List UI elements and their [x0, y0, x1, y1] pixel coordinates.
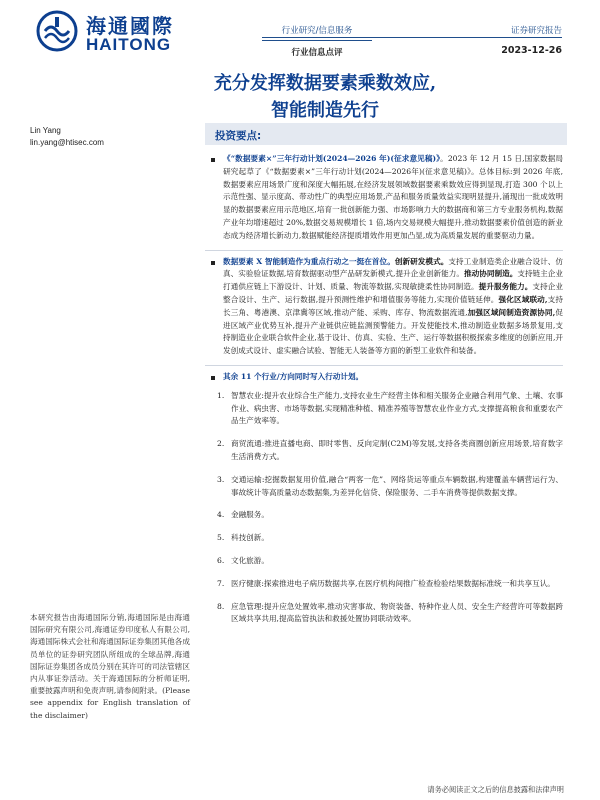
item-text: 商贸流通:推进直播电商、即时零售、反向定制(C2M)等发展,支持各类商圈创新应用场景,培育数字生活消费方式。: [231, 439, 563, 461]
bullet-other-industries: [205, 371, 563, 384]
item-number: 3.: [217, 474, 225, 484]
list-item: [217, 474, 563, 500]
logo-en-text: HAITONG: [86, 35, 172, 54]
item-number: 6.: [217, 555, 225, 565]
bullet-1-body: 。2023 年 12 月 15 日,国家数据局研究起草了《“数据要素×”三年行动计划(2024—2026年)(征求意见稿)》。总体目标:到 2026 年底,数据要素应用场景广度和深度大幅拓展,在经济发展领域数据要素乘数效应得到显现,打造 300 个以上示范性强、显示度高、带动性广的典型应用场景,产品和服务质量效益实现明显提升,涌现出一批成效明显的数据要素应用示范地区,培育一批创新能力强、市场影响力大的数据商和第三方专业服务机构,数据产业年均增速超过 20%,数据交易规模增长 1 倍,场内交易规模大幅提升,推动数据要素价值创造的新业态成为经济增长新动力,数据赋能经济提质增效作用更加凸显,成为高质量发展的重要驱动力量。: [223, 154, 563, 240]
divider: [205, 365, 563, 366]
title-line-1: 充分发挥数据要素乘数效应,: [213, 73, 437, 94]
report-date: 2023-12-26: [501, 45, 562, 56]
bullet-2-key-4: 强化区域联动,: [498, 294, 548, 304]
item-text: 应急管理:提升应急处置效率,推动灾害事故、物资装备、特种作业人员、安全生产经营许可等数据跨区域共享共用,提高监管执法和救援处置协同联动效率。: [231, 601, 563, 624]
list-item: [217, 555, 563, 568]
bullet-2-text-3: 支持企业整合设计、生产、运行数据,提升预测性维护和增值服务等能力,实现价值链延伸。: [223, 282, 564, 304]
list-item: [217, 532, 563, 545]
section-header: [205, 123, 567, 145]
analyst-email[interactable]: lin.yang@htisec.com: [30, 138, 104, 147]
report-title: [150, 70, 500, 124]
bullet-2-text-4: 支持长三角、粤港澳、京津冀等区域,推动产能、采购、库存、物流数据流通,: [223, 294, 564, 317]
item-number: 5.: [217, 533, 225, 543]
bullet-2-key-5: 加强区域间制造资源协同,: [467, 307, 556, 317]
item-text: 金融服务。: [231, 510, 269, 520]
item-text: 文化旅游。: [231, 555, 269, 565]
item-number: 2.: [217, 439, 225, 449]
list-item: [217, 438, 563, 464]
disclaimer-text: 本研究报告由海通国际分销,海通国际是由海通国际研究有限公司,海通证券印度私人有限公司,海通国际株式会社和海通国际证券集团其他各成员单位的证券研究团队所组成的全球品牌,海通国际证券集团各成员分别在其许可的司法管辖区内从事证券活动。关于海通国际的分析师证明,重要披露声明和免责声明,请参阅附录。(Please see appendix for English translation of the disclaimer): [30, 613, 190, 720]
bullet-2-key-3: 提升服务能力。: [478, 282, 533, 292]
item-number: 7.: [217, 578, 225, 588]
divider: [205, 250, 563, 251]
subcategory-label: 行业信息点评: [291, 48, 343, 58]
report-body: [205, 151, 563, 636]
analyst-name: Lin Yang: [30, 126, 61, 135]
title-line-2: 智能制造先行: [271, 100, 379, 121]
item-number: 8.: [217, 601, 225, 611]
section-title: 投资要点:: [215, 130, 262, 142]
item-text: 科技创新。: [231, 533, 269, 543]
header-category: [262, 24, 372, 58]
list-item: [217, 601, 563, 627]
item-text: 医疗健康:探索推进电子病历数据共享,在医疗机构间推广检查检验结果数据标准统一和共享互认。: [231, 578, 555, 588]
bullet-2-text-2: 支持链主企业打通供应链上下游设计、计划、质量、物流等数据,实现敏捷柔性协同制造。: [223, 269, 564, 292]
bullet-smart-manufacturing: [205, 256, 563, 358]
industry-list: [205, 390, 563, 626]
bullet-1-lead: 《“数据要素×”三年行动计划(2024—2026 年)(征求意见稿)》: [223, 154, 441, 163]
footer-notice: 请务必阅读正文之后的信息披露和法律声明: [427, 785, 564, 794]
item-number: 1.: [217, 390, 225, 400]
list-item: [217, 509, 563, 522]
haitong-logo-icon: [36, 10, 78, 52]
bullet-2-text-5: 促进区域产业优势互补,提升产业链供应链监测预警能力。开发使能技术,推动制造业数据多场景复用,支持制造业企业联合软件企业,基于设计、仿真、实验、生产、运行等数据积极探索多维度的创新应用,开发创成式设计、虚实融合试验、智能无人装备等方面的新型工业软件和装备。: [223, 307, 564, 356]
haitong-logo: [36, 8, 206, 54]
list-item: [217, 578, 563, 591]
header-meta: [501, 24, 562, 56]
item-number: 4.: [217, 510, 225, 520]
bullet-action-plan: [205, 153, 563, 243]
analyst-info: [30, 125, 104, 149]
bullet-3-lead: 其余 11 个行业/方向同时写入行动计划。: [223, 371, 364, 381]
logo-cn-text: 海通國際: [86, 14, 174, 38]
list-item: [217, 390, 563, 428]
item-text: 交通运输:挖掘数据复用价值,融合“两客一危”、网络货运等重点车辆数据,构建覆盖车辆营运行为、事故统计等高质量动态数据集,为差异化信贷、保险服务、二手车消费等提供数据支撑。: [231, 474, 563, 497]
item-text: 智慧农业:提升农业综合生产能力,支持农业生产经营主体和相关服务企业融合利用气象、土壤、农事作业、病虫害、市场等数据,实现精准种植、精准养殖等智慧农业作业方式,支撑提高粮食和重要农产品生产效率等。: [231, 390, 563, 426]
bullet-2-key-2: 推动协同制造。: [464, 269, 518, 279]
bullet-2-key-1: 创新研发模式。: [394, 256, 449, 266]
bullet-2-lead: 数据要素 X 智能制造作为重点行动之一挺在首位。: [223, 256, 395, 266]
report-type-label: 证券研究报告: [510, 26, 562, 36]
bullet-2-text-1: 支持工业制造类企业融合设计、仿真、实验验证数据,培育数据驱动型产品研发新模式,提升企业创新能力。: [223, 256, 564, 279]
category-label: 行业研究/信息服务: [262, 24, 372, 41]
